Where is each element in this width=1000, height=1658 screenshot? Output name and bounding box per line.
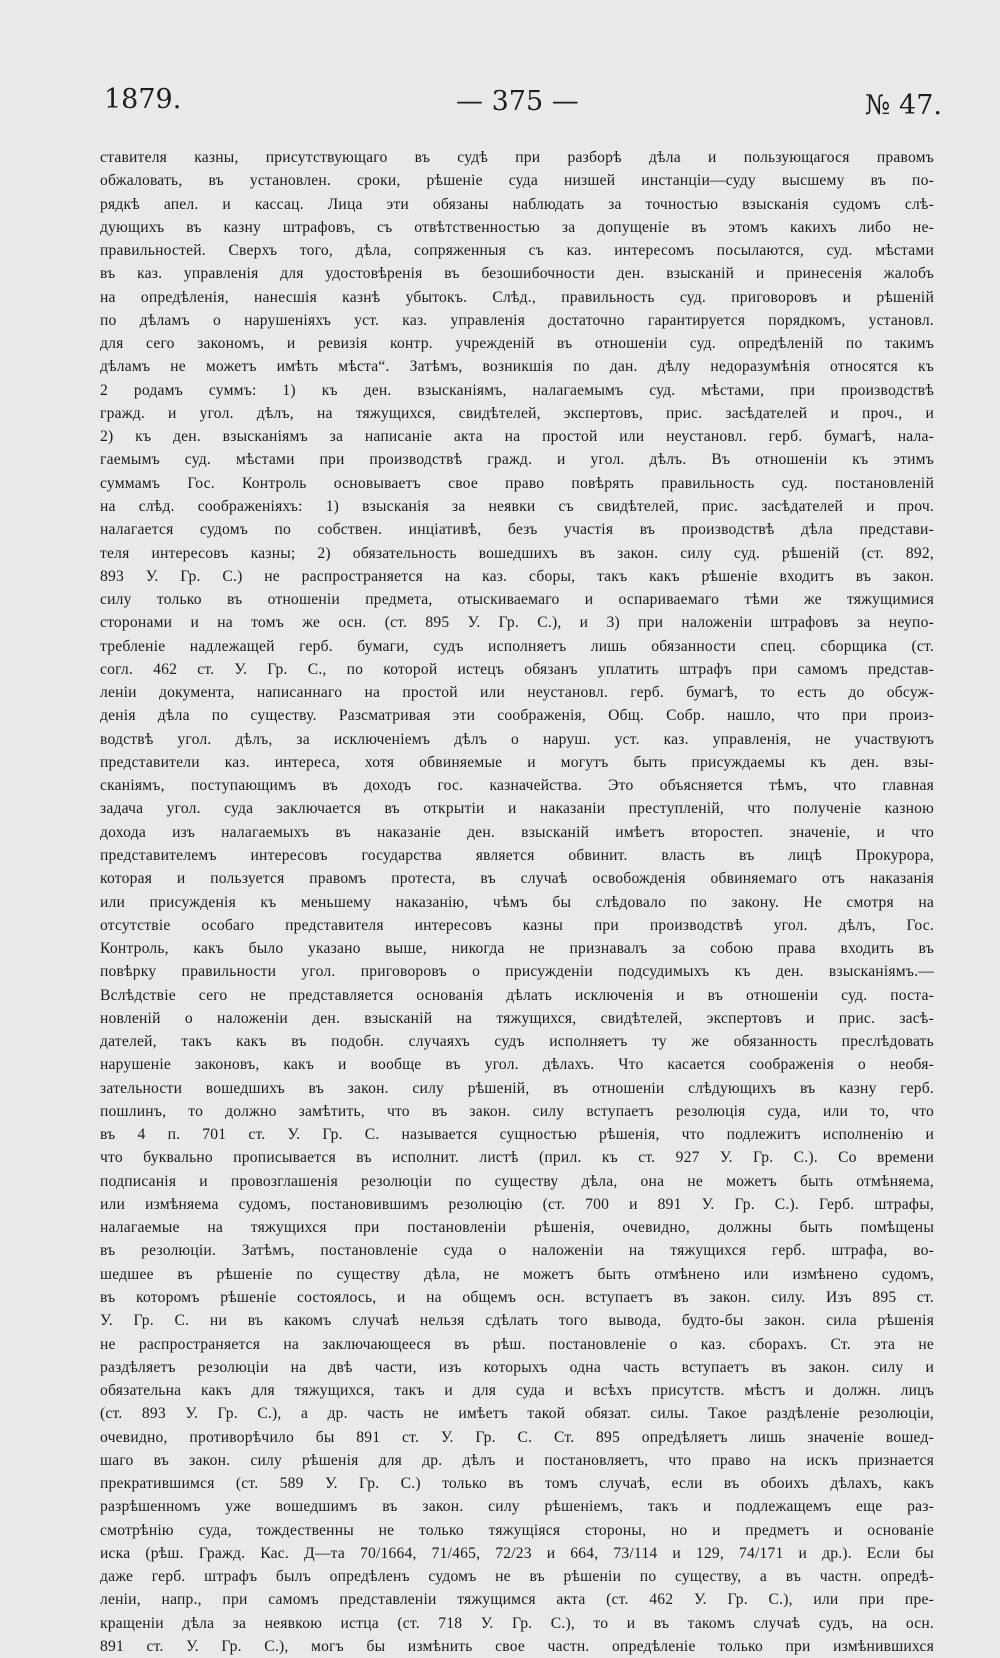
text-line: иска (рѣш. Гражд. Кас. Д—та 70/1664, 71/465, 72/23 и 664, 73/114 и 129, 74/171 и др.). Если бы: [100, 1544, 934, 1562]
text-line: разрѣшенномъ уже вошедшимъ въ закон. силу рѣшеніемъ, такъ и подлежащемъ еще раз-: [100, 1498, 934, 1516]
text-line: денія дѣла по существу. Разсматривая эти соображенія, Общ. Собр. нашло, что при произ-: [100, 707, 934, 725]
text-line: шедшее въ рѣшеніе по существу дѣла, не можетъ быть отмѣнено или измѣнено судомъ,: [100, 1265, 934, 1283]
text-line: дателей, такъ какъ въ подобн. случаяхъ судъ исполняетъ ту же обязанность преслѣдовать: [100, 1033, 934, 1051]
text-line: прекратившимся (ст. 589 У. Гр. С.) только въ томъ случаѣ, если въ обоихъ дѣлахъ, какъ: [100, 1475, 934, 1493]
text-line: леніи документа, написаннаго на простой или неустановл. герб. бумагѣ, то есть до обсуж-: [100, 684, 934, 702]
text-line: 891 ст. У. Гр. С.), могъ бы измѣнить свое частн. опредѣленіе только при измѣнившихся: [100, 1638, 934, 1655]
text-line: что буквально прописывается въ исполнит. листѣ (прил. къ ст. 927 У. Гр. С.). Со времени: [100, 1149, 934, 1167]
text-line: ставителя казны, присутствующаго въ судѣ при разборѣ дѣла и пользующагося правомъ: [100, 149, 934, 166]
running-header: [104, 80, 942, 120]
text-line: въ которомъ рѣшеніе состоялось, и на общемъ осн. вступаетъ въ закон. силу. Изъ 895 ст.: [100, 1289, 934, 1307]
body-text: [100, 146, 934, 1658]
text-line: или присужденія къ меньшему наказанію, чѣмъ бы слѣдовало по закону. Не смотря на: [100, 893, 934, 911]
text-line: теля интересовъ казны; 2) обязательность вошедшихъ въ закон. силу суд. рѣшеній (ст. 892,: [100, 544, 934, 562]
text-line: представителемъ интересовъ государства является обвинит. власть въ лицѣ Прокурора,: [100, 846, 934, 864]
text-line: задача угол. суда заключается въ открытіи и наказаніи преступленій, что полученіе казною: [100, 800, 934, 818]
text-line: рядкѣ апел. и кассац. Лица эти обязаны наблюдать за точностью взысканія судомъ слѣ-: [100, 195, 934, 213]
text-line: даже герб. штрафъ былъ опредѣленъ судомъ не въ рѣшеніи по существу, а въ частн. опредѣ-: [100, 1568, 934, 1586]
text-line: повѣрку правильности угол. приговоровъ о присужденіи подсудимыхъ къ ден. взысканіямъ.—: [100, 963, 934, 981]
text-line: смотрѣнію суда, тождественны не только тяжущіяся стороны, но и предметъ и основаніе: [100, 1521, 934, 1539]
text-line: 2 родамъ суммъ: 1) къ ден. взысканіямъ, налагаемымъ суд. мѣстами, при производствѣ: [100, 381, 934, 399]
text-line: требленіе надлежащей герб. бумаги, судъ исполняетъ лишь обязанности спец. сборщика (ст.: [100, 637, 934, 655]
text-line: согл. 462 ст. У. Гр. С., по которой истецъ обязанъ уплатить штрафъ при самомъ представ-: [100, 660, 934, 678]
text-line: У. Гр. С. ни въ какомъ случаѣ нельзя сдѣлать того вывода, будто-бы закон. сила рѣшенія: [100, 1312, 934, 1330]
text-line: въ 4 п. 701 ст. У. Гр. С. называется сущностью рѣшенія, что подлежитъ исполненію и: [100, 1126, 934, 1144]
text-line: по дѣламъ о нарушеніяхъ уст. каз. управленія достаточно гарантируется порядкомъ, установл.: [100, 311, 934, 329]
text-line: раздѣляетъ резолюціи на двѣ части, изъ которыхъ одна часть вступаетъ въ закон. силу и: [100, 1358, 934, 1376]
text-line: для сего закономъ, и ревизія контр. учрежденій въ отношеніи суд. опредѣленій по такимъ: [100, 335, 934, 353]
text-line: очевидно, противорѣчило бы 891 ст. У. Гр. С. Ст. 895 опредѣляетъ лишь значеніе вошед-: [100, 1428, 934, 1446]
text-line: дующихъ въ казну штрафовъ, съ отвѣтственностью за допущеніе въ этомъ какихъ либо не-: [100, 218, 934, 236]
text-line: налагаемые на тяжущихся при постановленіи рѣшенія, очевидно, должны быть помѣщены: [100, 1219, 934, 1237]
text-line: силу только въ отношеніи предмета, отыскиваемаго и оспариваемаго тѣми же тяжущимися: [100, 591, 934, 609]
text-line: сторонами и на томъ же осн. (ст. 895 У. Гр. С.), и 3) при наложеніи штрафовъ за неупо-: [100, 614, 934, 632]
page-number: — 375 —: [456, 86, 579, 117]
text-line: 893 У. Гр. С.) не распространяется на каз. сборы, такъ какъ рѣшеніе входитъ въ закон.: [100, 567, 934, 585]
text-line: леніи, напр., при самомъ представленіи тяжущимся акта (ст. 462 У. Гр. С.), или при пре-: [100, 1591, 934, 1609]
text-line: которая и пользуется правомъ протеста, въ случаѣ освобожденія обвиняемаго отъ наказанія: [100, 870, 934, 888]
text-line: не распространяется на заключающееся въ рѣш. постановленіе о каз. сборахъ. Ст. эта не: [100, 1335, 934, 1353]
text-line: гаемымъ суд. мѣстами при производствѣ гражд. и угол. дѣлъ. Въ отношеніи къ этимъ: [100, 451, 934, 469]
text-line: новленій о наложеніи ден. взысканій на тяжущихся, свидѣтелей, экспертовъ и прис. засѣ-: [100, 1009, 934, 1027]
text-line: отсутствіе особаго представителя интересовъ казны при производствѣ угол. дѣлъ, Гос.: [100, 916, 934, 934]
text-line: подписанія и провозглашенія резолюціи по существу дѣла, она не можетъ быть отмѣняема,: [100, 1172, 934, 1190]
text-line: пошлинъ, то должно замѣтить, что въ закон. силу вступаетъ резолюція суда, или то, что: [100, 1102, 934, 1120]
text-line: дохода изъ налагаемыхъ въ наказаніе ден. взысканій имѣетъ второстеп. значеніе, и что: [100, 823, 934, 841]
text-line: Вслѣдствіе сего не представляется основанія дѣлать исключенія и въ отношеніи суд. поста-: [100, 986, 934, 1004]
text-line: зательности вошедшихъ въ закон. силу рѣшеній, въ отношеніи слѣдующихъ въ казну герб.: [100, 1079, 934, 1097]
text-line: въ резолюціи. Затѣмъ, постановленіе суда о наложеніи на тяжущихся герб. штрафа, во-: [100, 1242, 934, 1260]
issue-number: № 47.: [864, 90, 942, 121]
text-line: на опредѣленія, нанесшія казнѣ убытокъ. Слѣд., правильность суд. приговоровъ и рѣшеній: [100, 288, 934, 306]
text-line: гражд. и угол. дѣлъ, на тяжущихся, свидѣтелей, экспертовъ, прис. засѣдателей и проч., и: [100, 404, 934, 422]
text-line: на слѣд. соображеніяхъ: 1) взысканія за неявки съ свидѣтелей, прис. засѣдателей и проч.: [100, 497, 934, 515]
text-line: обжаловать, въ установлен. сроки, рѣшеніе суда низшей инстанціи—суду высшему въ по-: [100, 172, 934, 190]
text-line: шаго въ закон. силу рѣшенія для др. дѣлъ и постановляетъ, что право на искъ признается: [100, 1451, 934, 1469]
text-line: или измѣняема судомъ, постановившимъ резолюцію (ст. 700 и 891 У. Гр. С.). Герб. штрафы,: [100, 1195, 934, 1213]
text-line: налагается судомъ по собствен. инціативѣ, безъ участія въ производствѣ дѣла представи-: [100, 521, 934, 539]
text-line: дѣламъ не можетъ имѣть мѣста“. Затѣмъ, возникшія по дан. дѣлу недоразумѣнія относятся къ: [100, 358, 934, 376]
year-label: 1879.: [104, 84, 182, 115]
text-line: (ст. 893 У. Гр. С.), а др. часть не имѣетъ такой обязат. силы. Такое раздѣленіе резолюціи,: [100, 1405, 934, 1423]
text-line: суммамъ Гос. Контроль основываетъ свое право повѣрять правильность суд. постановленій: [100, 474, 934, 492]
text-line: обязательна какъ для тяжущихся, такъ и для суда и всѣхъ присутств. мѣстъ и должн. лицъ: [100, 1382, 934, 1400]
text-line: Контроль, какъ было указано выше, никогда не признавалъ за собою права входить въ: [100, 940, 934, 958]
text-line: правильностей. Сверхъ того, дѣла, сопряженныя съ каз. интересомъ посылаются, суд. мѣстами: [100, 242, 934, 260]
text-line: водствѣ угол. дѣлъ, за исключеніемъ дѣлъ о наруш. уст. каз. управленія, не участвуютъ: [100, 730, 934, 748]
text-line: 2) къ ден. взысканіямъ за написаніе акта на простой или неустановл. герб. бумагѣ, нала-: [100, 428, 934, 446]
text-line: представители каз. интереса, хотя обвиняемые и могутъ быть присуждаемы къ ден. взы-: [100, 753, 934, 771]
text-line: сканіямъ, поступающимъ въ доходъ гос. казначейства. Это объясняется тѣмъ, что главная: [100, 777, 934, 795]
text-line: кращеніи дѣла за неявкою истца (ст. 718 У. Гр. С.), то и въ такомъ случаѣ судъ, на осн.: [100, 1614, 934, 1632]
text-line: нарушеніе законовъ, какъ и вообще въ угол. дѣлахъ. Что касается соображенія о необя-: [100, 1056, 934, 1074]
text-line: въ каз. управленія для удостовѣренія въ безошибочности ден. взысканій и принесенія жалобъ: [100, 265, 934, 283]
